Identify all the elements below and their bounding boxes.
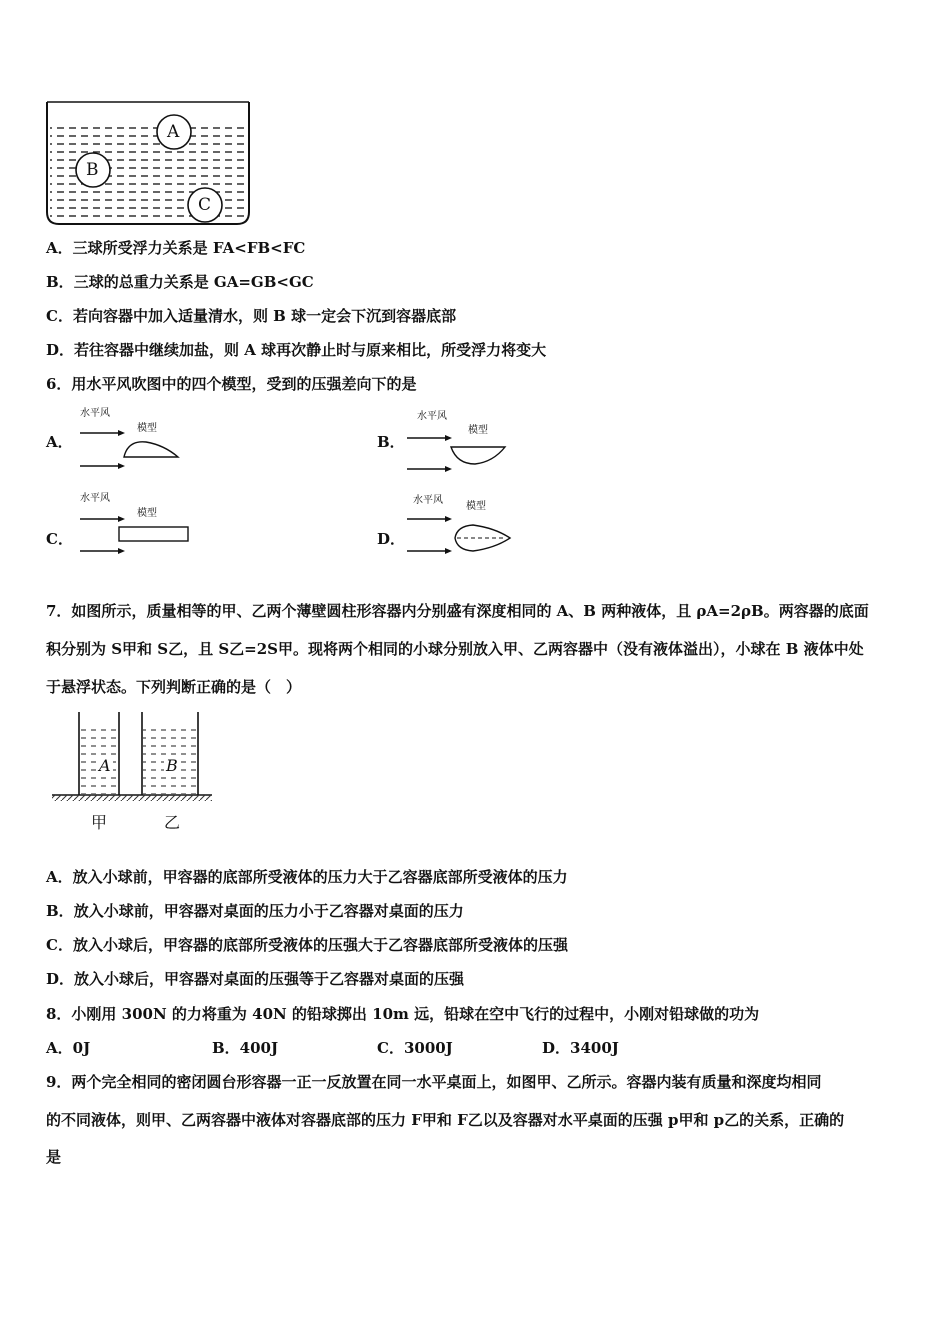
q7-option-d[interactable] bbox=[46, 968, 464, 989]
q6-option-a[interactable]: A． bbox=[46, 433, 73, 451]
q7-option-c[interactable] bbox=[46, 934, 568, 955]
q6-b-model-label: 模型 bbox=[468, 425, 488, 436]
q7-option-c-letter: C． bbox=[46, 936, 73, 954]
q7-stem-line2: 积分别为 S甲和 S乙，且 S乙=2S甲。现将两个相同的小球分别放入甲、乙两容器中（没有液体溢出），小球在 B 液体中处 bbox=[46, 640, 864, 658]
q5-option-b[interactable] bbox=[46, 271, 314, 292]
q6-b-wind-label: 水平风 bbox=[417, 411, 447, 422]
q8-stem: 8．小刚用 300N 的力将重为 40N 的铅球掷出 10m 远，铅球在空中飞行的过程中，小刚对铅球做的功为 bbox=[46, 1005, 760, 1023]
q6-a-airfoil-figure bbox=[78, 424, 188, 472]
ball-c-label: C bbox=[198, 195, 212, 215]
container-jia-label: 甲 bbox=[91, 813, 108, 832]
q5-option-a-letter: A． bbox=[46, 239, 73, 257]
q5-option-c-letter: C． bbox=[46, 307, 73, 325]
q8-option-c[interactable]: C．3000J bbox=[377, 1039, 453, 1057]
q6-stem: 6．用水平风吹图中的四个模型，受到的压强差向下的是 bbox=[46, 375, 417, 393]
q7-stem-line1: 7．如图所示，质量相等的甲、乙两个薄壁圆柱形容器内分别盛有深度相同的 A、B 两种液体，且 ρA=2ρB。两容器的底面 bbox=[46, 602, 869, 620]
q9-stem-line1: 9．两个完全相同的密闭圆台形容器一正一反放置在同一水平桌面上，如图甲、乙所示。容器内装有质量和深度均相同 bbox=[46, 1073, 822, 1091]
q9-stem-line2: 的不同液体，则甲、乙两容器中液体对容器底部的压力 F甲和 F乙以及容器对水平桌面的压强 p甲和 p乙的关系，正确的 bbox=[46, 1111, 845, 1129]
container-yi-label: 乙 bbox=[164, 813, 181, 832]
q5-option-c[interactable] bbox=[46, 305, 456, 326]
q6-d-wind-label: 水平风 bbox=[413, 495, 443, 506]
q7-option-a[interactable] bbox=[46, 866, 568, 887]
liquid-a-label: A bbox=[99, 756, 111, 775]
q8-option-d[interactable]: D．3400J bbox=[542, 1039, 619, 1057]
q6-d-model-label: 模型 bbox=[466, 501, 486, 512]
q6-option-d[interactable]: D． bbox=[377, 530, 406, 548]
q5-option-d-text: 若往容器中继续加盐，则 A 球再次静止时与原来相比，所受浮力将变大 bbox=[74, 341, 547, 359]
q7-option-a-text: 放入小球前，甲容器的底部所受液体的压力大于乙容器底部所受液体的压力 bbox=[72, 868, 568, 886]
q8-option-a[interactable]: A．0J bbox=[46, 1039, 91, 1057]
q6-d-teardrop-figure bbox=[405, 510, 520, 558]
q7-option-d-text: 放入小球后，甲容器对桌面的压强等于乙容器对桌面的压强 bbox=[74, 970, 465, 988]
ball-b-label: B bbox=[86, 160, 99, 180]
q6-option-b[interactable]: B． bbox=[377, 433, 405, 451]
q6-b-airfoil-figure bbox=[405, 428, 515, 476]
q6-option-c[interactable]: C． bbox=[46, 530, 73, 548]
buoyancy-container-figure bbox=[44, 100, 254, 228]
q7-option-c-text: 放入小球后，甲容器的底部所受液体的压强大于乙容器底部所受液体的压强 bbox=[72, 936, 568, 954]
q6-a-wind-label: 水平风 bbox=[80, 408, 110, 419]
q7-option-b-letter: B． bbox=[46, 902, 74, 920]
q7-option-b-text: 放入小球前，甲容器对桌面的压力小于乙容器对桌面的压力 bbox=[73, 902, 464, 920]
liquid-b-label: B bbox=[166, 756, 178, 775]
q9-stem-line3: 是 bbox=[46, 1148, 62, 1166]
q7-option-d-letter: D． bbox=[46, 970, 75, 988]
q5-option-b-text: 三球的总重力关系是 GA=GB<GC bbox=[73, 273, 314, 291]
q6-c-model-label: 模型 bbox=[137, 508, 157, 519]
q7-stem-line3: 于悬浮状态。下列判断正确的是（ ） bbox=[46, 678, 302, 696]
ball-a-label: A bbox=[167, 122, 180, 142]
q6-c-rectangle-figure bbox=[78, 510, 193, 558]
q6-a-model-label: 模型 bbox=[137, 423, 157, 434]
q5-option-b-letter: B． bbox=[46, 273, 74, 291]
q5-option-d[interactable] bbox=[46, 339, 546, 360]
q5-option-d-letter: D． bbox=[46, 341, 75, 359]
q5-option-a[interactable] bbox=[46, 237, 305, 258]
q7-option-a-letter: A． bbox=[46, 868, 73, 886]
q6-c-wind-label: 水平风 bbox=[80, 493, 110, 504]
q5-option-a-text: 三球所受浮力关系是 FA<FB<FC bbox=[72, 239, 306, 257]
q7-option-b[interactable] bbox=[46, 900, 464, 921]
two-cylinder-containers-figure bbox=[50, 710, 220, 805]
q5-option-c-text: 若向容器中加入适量清水，则 B 球一定会下沉到容器底部 bbox=[72, 307, 457, 325]
q8-option-b[interactable]: B．400J bbox=[212, 1039, 279, 1057]
